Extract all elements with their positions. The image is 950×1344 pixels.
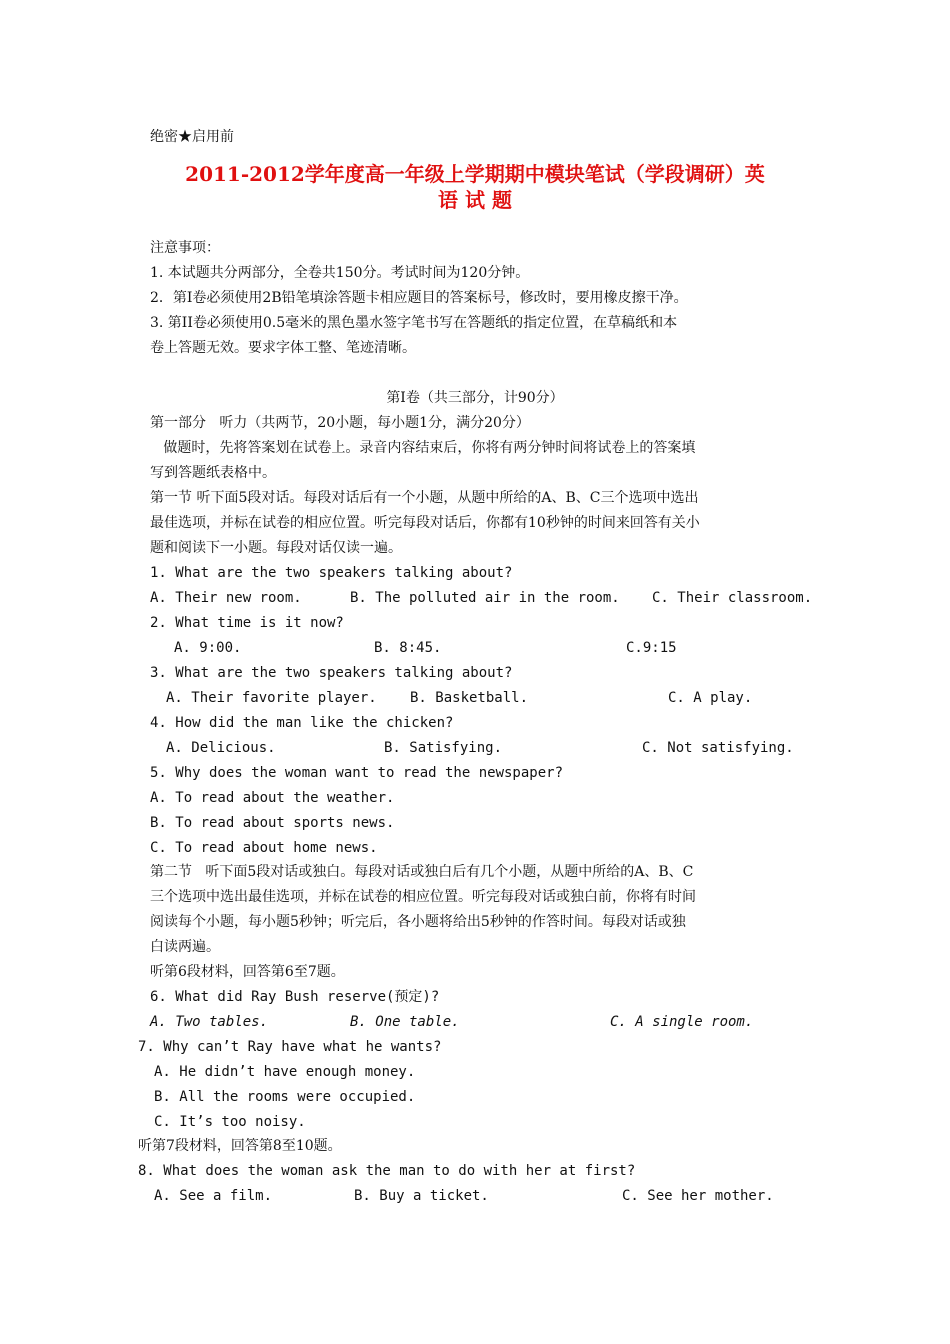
part1-heading: 第一部分 听力（共两节，20小题，每小题1分，满分20分） xyxy=(150,415,530,431)
option-c: C. See her mother. xyxy=(622,1188,774,1204)
instruction-line: 写到答题纸表格中。 xyxy=(150,465,276,481)
section2-instruction: 三个选项中选出最佳选项，并标在试卷的相应位置。听完每段对话或独白前，你将有时间 xyxy=(150,889,696,905)
option-a: A. Their new room. xyxy=(150,590,302,606)
notice-item-2: 2．第Ⅰ卷必须使用2B铅笔填涂答题卡相应题目的答案标号，修改时，要用橡皮擦干净。 xyxy=(150,290,688,306)
option-b: B. 8:45. xyxy=(374,640,442,656)
option-c: C.9:15 xyxy=(626,640,677,656)
instruction-line: 做题时，先将答案划在试卷上。录音内容结束后，你将有两分钟时间将试卷上的答案填 xyxy=(150,440,696,456)
question-stem: 3. What are the two speakers talking about? xyxy=(150,665,513,681)
option-c: C. A single room. xyxy=(610,1014,754,1030)
section2-instruction: 第二节 听下面5段对话或独白。每段对话或独白后有几个小题，从题中所给的A、B、C xyxy=(150,864,694,880)
volume1-heading: 第Ⅰ卷（共三部分，计90分） xyxy=(386,390,564,406)
option-b: B. The polluted air in the room. xyxy=(350,590,620,606)
option-c: C. Their classroom. xyxy=(652,590,813,606)
question-stem: 8. What does the woman ask the man to do with her at first? xyxy=(138,1163,636,1179)
section1-instruction: 最佳选项，并标在试卷的相应位置。听完每段对话后，你都有10秒钟的时间来回答有关小 xyxy=(150,515,700,531)
option-a: A. See a film. xyxy=(154,1188,273,1204)
option-a: A. To read about the weather. xyxy=(150,790,395,806)
section1-instruction: 题和阅读下一小题。每段对话仅读一遍。 xyxy=(150,540,402,556)
option-c: C. Not satisfying. xyxy=(642,740,794,756)
option-b: B. To read about sports news. xyxy=(150,815,395,831)
question-stem: 5. Why does the woman want to read the newspaper? xyxy=(150,765,564,781)
option-a: A. He didn’t have enough money. xyxy=(154,1064,416,1080)
question-stem: 7. Why can’t Ray have what he wants? xyxy=(138,1039,442,1055)
notice-item-3-cont: 卷上答题无效。要求字体工整、笔迹清晰。 xyxy=(150,340,416,356)
section1-instruction: 第一节 听下面5段对话。每段对话后有一个小题，从题中所给的A、B、C三个选项中选出 xyxy=(150,490,699,506)
option-c: C. To read about home news. xyxy=(150,840,378,856)
question-stem: 4. How did the man like the chicken? xyxy=(150,715,454,731)
material-6-heading: 听第6段材料，回答第6至7题。 xyxy=(150,964,345,980)
option-a: A. Their favorite player. xyxy=(166,690,377,706)
material-7-heading: 听第7段材料，回答第8至10题。 xyxy=(138,1138,342,1154)
question-stem: 6. What did Ray Bush reserve(预定)? xyxy=(150,989,440,1005)
option-c: C. A play. xyxy=(668,690,753,706)
notice-heading: 注意事项： xyxy=(150,240,220,256)
exam-title-line1: 2011-2012学年度高一年级上学期期中模块笔试（学段调研）英 xyxy=(185,162,765,186)
option-c: C. It’s too noisy. xyxy=(154,1114,306,1130)
section2-instruction: 阅读每个小题，每小题5秒钟；听完后，各小题将给出5秒钟的作答时间。每段对话或独 xyxy=(150,914,686,930)
notice-item-3: 3. 第II卷必须使用0.5毫米的黑色墨水签字笔书写在答题纸的指定位置，在草稿纸和本 xyxy=(150,315,678,331)
confidential-label: 绝密★启用前 xyxy=(150,129,234,145)
option-a: A. Delicious. xyxy=(166,740,276,756)
option-b: B. Basketball. xyxy=(410,690,529,706)
question-stem: 2. What time is it now? xyxy=(150,615,344,631)
option-a: A. Two tables. xyxy=(150,1014,269,1030)
notice-item-1: 1. 本试题共分两部分，全卷共150分。考试时间为120分钟。 xyxy=(150,265,530,281)
exam-title-line2: 语 试 题 xyxy=(438,188,512,212)
option-b: B. Buy a ticket. xyxy=(354,1188,489,1204)
option-b: B. Satisfying. xyxy=(384,740,503,756)
question-stem: 1. What are the two speakers talking about? xyxy=(150,565,513,581)
option-b: B. All the rooms were occupied. xyxy=(154,1089,416,1105)
section2-instruction: 白读两遍。 xyxy=(150,939,220,955)
option-b: B. One table. xyxy=(350,1014,460,1030)
option-a: A. 9:00. xyxy=(174,640,242,656)
